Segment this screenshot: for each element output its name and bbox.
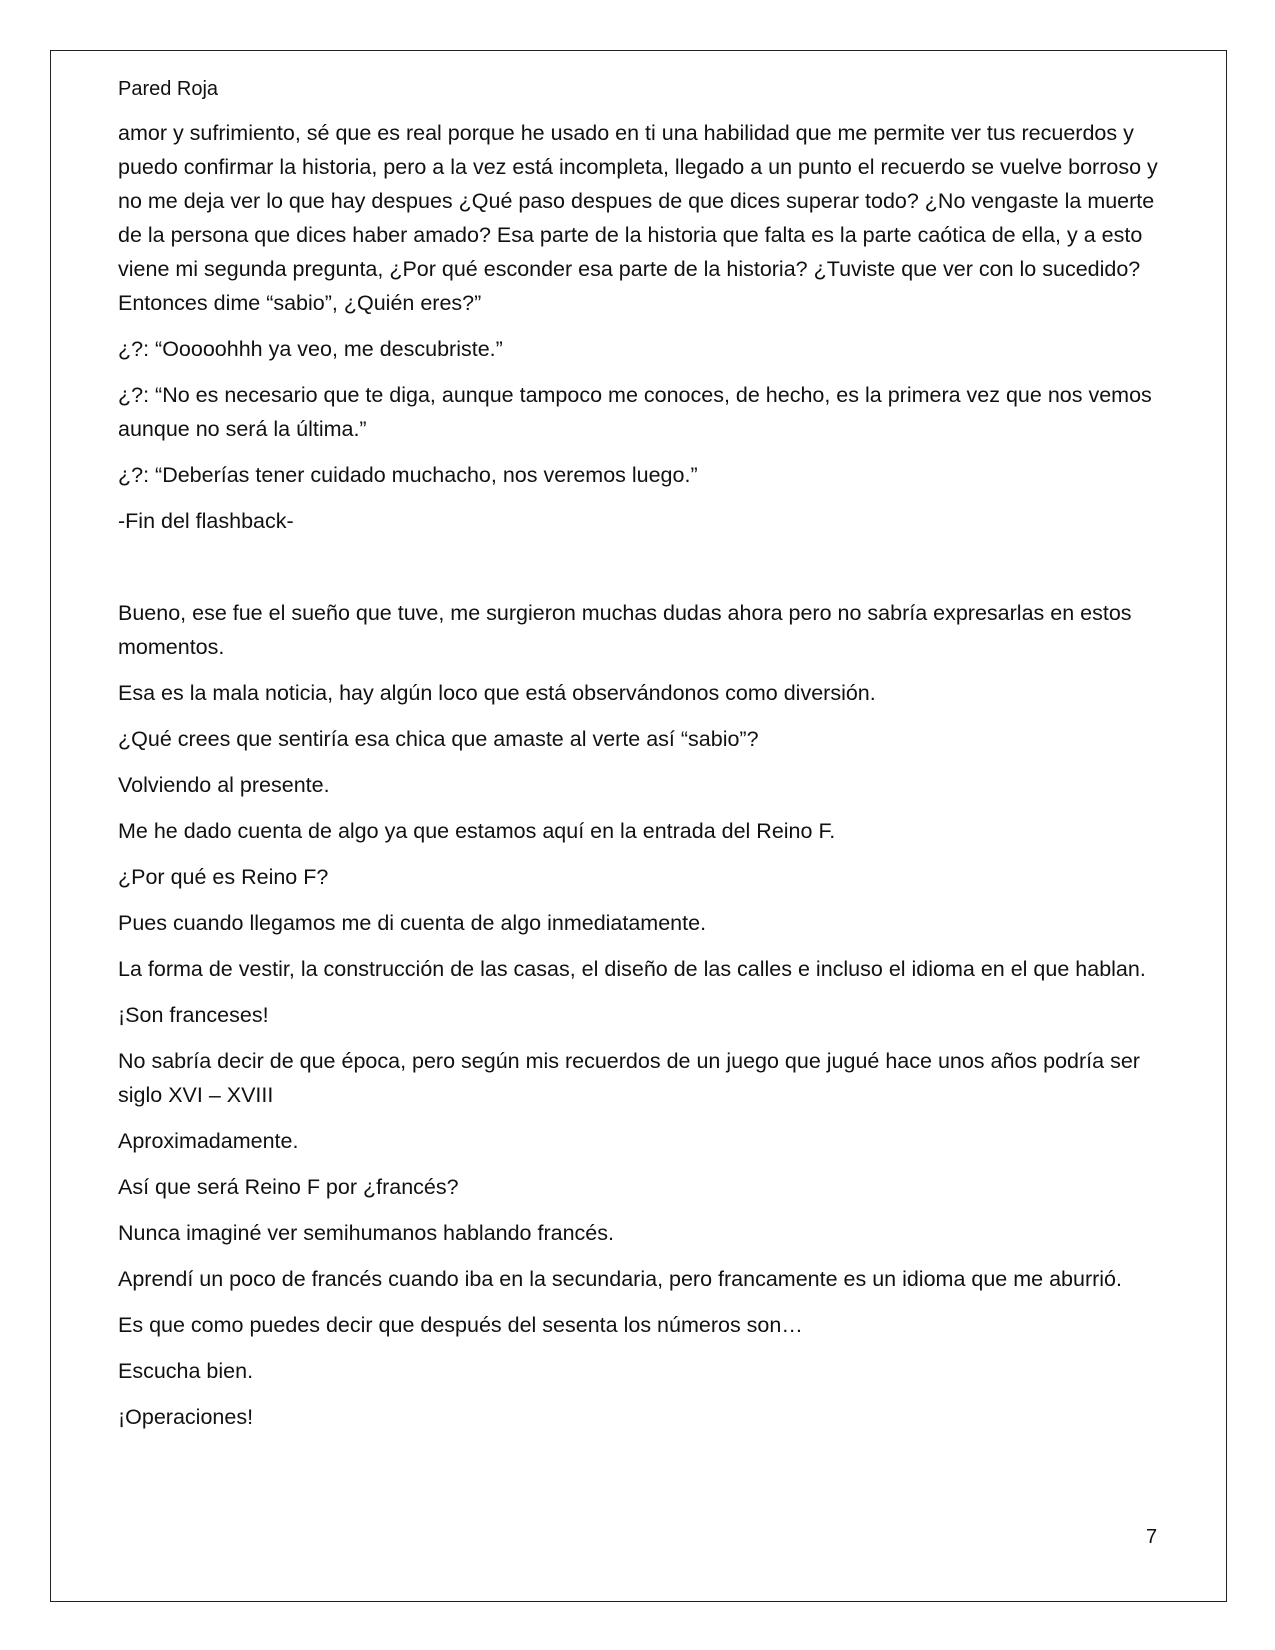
paragraph: ¡Operaciones! bbox=[118, 1405, 254, 1429]
paragraph: Pues cuando llegamos me di cuenta de algo inmediatamente. bbox=[118, 911, 707, 935]
paragraph: Aprendí un poco de francés cuando iba en la secundaria, pero francamente es un idioma que me aburrió. bbox=[118, 1267, 1122, 1291]
paragraph: Nunca imaginé ver semihumanos hablando francés. bbox=[118, 1221, 614, 1245]
paragraph: Bueno, ese fue el sueño que tuve, me surgieron muchas dudas ahora pero no sabría expresarlas en estos momentos. bbox=[118, 601, 1132, 659]
paragraph: ¿?: “Deberías tener cuidado muchacho, nos veremos luego.” bbox=[118, 463, 698, 487]
paragraph: No sabría decir de que época, pero según mis recuerdos de un juego que jugué hace unos años podría ser siglo XVI – XVIII bbox=[118, 1049, 1140, 1107]
blank-line bbox=[118, 550, 1163, 596]
page-body bbox=[118, 116, 1163, 1446]
paragraph: ¿Qué crees que sentiría esa chica que amaste al verte así “sabio”? bbox=[118, 727, 759, 751]
page-header: Pared Roja bbox=[118, 78, 219, 100]
paragraph: ¿Por qué es Reino F? bbox=[118, 865, 329, 889]
paragraph: Me he dado cuenta de algo ya que estamos aquí en la entrada del Reino F. bbox=[118, 819, 836, 843]
page-number: 7 bbox=[1146, 1526, 1158, 1548]
paragraph: Aproximadamente. bbox=[118, 1129, 299, 1153]
paragraph: ¿?: “No es necesario que te diga, aunque tampoco me conoces, de hecho, es la primera vez que nos vemos aunque no será la última.” bbox=[118, 383, 1152, 441]
paragraph: Es que como puedes decir que después del sesenta los números son… bbox=[118, 1313, 803, 1337]
paragraph: -Fin del flashback- bbox=[118, 509, 294, 533]
paragraph: Volviendo al presente. bbox=[118, 773, 330, 797]
paragraph: Esa es la mala noticia, hay algún loco que está observándonos como diversión. bbox=[118, 681, 876, 705]
paragraph: amor y sufrimiento, sé que es real porque he usado en ti una habilidad que me permite ver tus recuerdos y puedo confirmar la historia, pero a la vez está incompleta, llegado a un punto el recuerdo se vuelve borroso y no me deja ver lo que hay despues ¿Qué paso despues de que dices superar todo? ¿No vengaste la muerte de la persona que dices haber amado? Esa parte de la historia que falta es la parte caótica de ella, y a esto viene mi segunda pregunta, ¿Por qué esconder esa parte de la historia? ¿Tuviste que ver con lo sucedido? Entonces dime “sabio”, ¿Quién eres?” bbox=[118, 121, 1158, 315]
paragraph: ¿?: “Ooooohhh ya veo, me descubriste.” bbox=[118, 337, 503, 361]
paragraph: Así que será Reino F por ¿francés? bbox=[118, 1175, 459, 1199]
paragraph: Escucha bien. bbox=[118, 1359, 254, 1383]
paragraph: ¡Son franceses! bbox=[118, 1003, 269, 1027]
paragraph: La forma de vestir, la construcción de las casas, el diseño de las calles e incluso el idioma en el que hablan. bbox=[118, 957, 1146, 981]
